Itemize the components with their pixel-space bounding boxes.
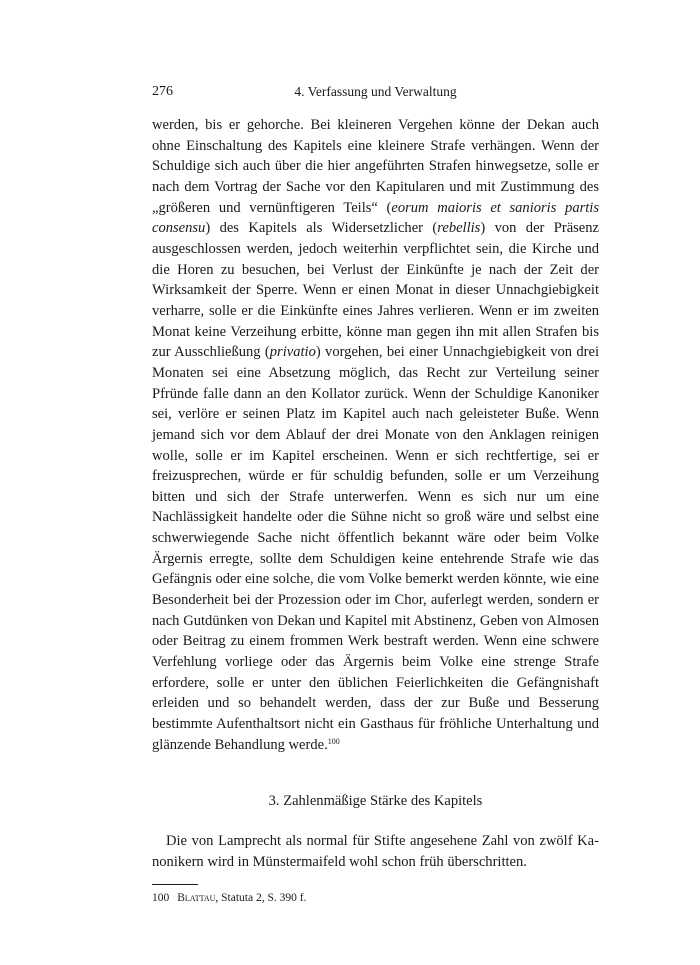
latin-term: rebellis <box>437 220 481 237</box>
section-heading: 3. Zahlenmäßige Stärke des Kapitels <box>268 793 483 810</box>
text-run: werden, bis er gehorche. Bei kleineren Vergehen könne der Dekan auch ohne Einschaltung des Kapitels eine kleinere Strafe verhängen. Wenn der Schuldige sich auch über die hier angeführten Strafen hinwegsetze, solle er nach dem Vortrag der Sache vor den Kapitularen und mit Zustimmung des „größeren und vernünftigeren Teils“ ( <box>152 117 599 216</box>
page-number: 276 <box>152 84 173 99</box>
latin-quote: eorum maioris et sanioris partis consensu <box>152 199 599 237</box>
footnote-reference[interactable]: 100 <box>327 736 340 746</box>
footnote-number: 100 <box>152 891 170 904</box>
section-paragraph: Die von Lamprecht als normal für Stifte angesehene Zahl von zwölf Kanonikern wird in Münstermaifeld wohl schon früh überschritten. <box>152 833 599 870</box>
running-head: 4. Verfassung und Verwaltung <box>294 84 457 99</box>
footnote <box>152 890 599 906</box>
text-run: ) vorgehen, bei einer Unnachgiebigkeit von drei Monaten sei eine Absetzung möglich, das Recht zur Verteilung seiner Pfründe falle dann an den Kollator zurück. Wenn der Schuldige Kanoniker sei, verlöre er seinen Platz im Kapitel auch nach geleisteter Buße. Wenn jemand sich vor dem Ablauf der drei Monate von den Anklagen reinigen wolle, solle er im Kapitel erscheinen. Wenn er sich rechtfertige, sei er freizusprechen, würde er für schuldig befunden, solle er um Verzeihung bitten und sich der Strafe unterwerfen. Wenn es sich nur um eine Nachlässigkeit handelte oder die Sühne nicht so groß wäre und selbst eine schwerwiegende Sache nicht öffentlich bekannt wäre oder beim Volke Ärgernis erregte, sollte dem Schuldigen keine entehrende Strafe wie das Gefängnis oder eine solche, die vom Volke bemerkt werden könnte, wie eine Besonderheit bei der Prozession oder im Chor, auferlegt werden, sondern er nach Gutdünken von Dekan und Kapitel mit Abstinenz, Geben von Almosen oder Beitrag zu einem frommen Werk bestraft werden. Wenn eine schwere Verfehlung vorliege oder das Ärgernis beim Volke eine strenge Strafe erfordere, solle er unter den üblichen Feierlichkeiten die Gefängnishaft erleiden und so behandelt werden, dass der zur Buße und Besserung bestimmte Aufenthaltsort nicht ein Gasthaus für fröhliche Unterhaltung und glänzende Behandlung werde. <box>152 344 599 753</box>
page-header <box>152 84 599 106</box>
page <box>152 84 599 906</box>
footnote-divider <box>152 884 198 885</box>
text-run: ) von der Präsenz ausgeschlossen werden, jedoch weiterhin verpflichtet sein, die Kirche und die Horen zu besuchen, bei Verlust der Einkünfte je nach der Zeit der Wirksamkeit der Sperre. Wenn er einen Monat in dieser Unnachgiebigkeit verharre, solle er die Einkünfte eines Jahres verlieren. Wenn er im zweiten Monat keine Verzeihung erbitte, könne man gegen ihn mit allen Strafen bis zur Ausschließung ( <box>152 220 599 361</box>
latin-term: privatio <box>269 344 316 361</box>
footnote-citation: , Statuta 2, S. 390 f. <box>215 891 307 904</box>
footnote-author: Blattau <box>177 891 216 904</box>
body-paragraph <box>152 115 599 755</box>
text-run: ) des Kapitels als Widersetzlicher ( <box>205 220 438 237</box>
